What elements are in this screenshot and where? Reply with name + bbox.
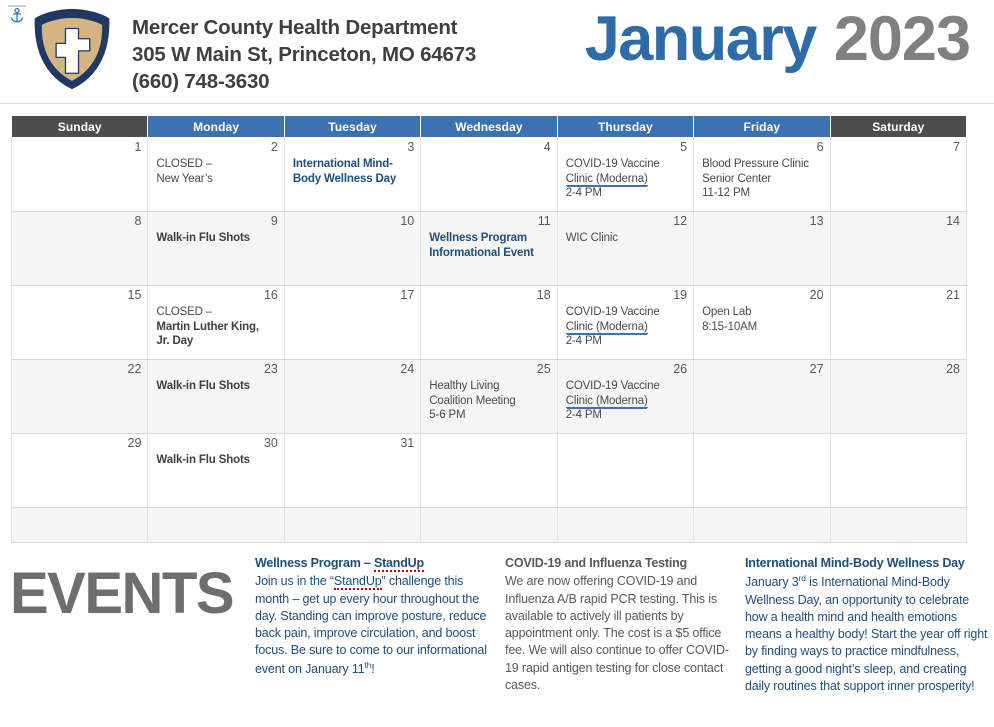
calendar-body	[12, 138, 967, 543]
day-number: 31	[400, 436, 415, 450]
event-column-heading: COVID-19 and Influenza Testing	[505, 556, 687, 570]
day-number: 8	[134, 214, 142, 228]
day-events	[702, 157, 823, 201]
day-header-wednesday: Wednesday	[421, 116, 557, 138]
event-heading-text: Wellness Program –	[255, 556, 374, 570]
day-cell-content	[148, 434, 283, 507]
day-event-line	[566, 394, 687, 409]
day-cell-content	[421, 212, 556, 285]
day-number	[156, 510, 277, 526]
day-number: 14	[946, 214, 960, 228]
day-event-line: Martin Luther King,	[156, 320, 259, 333]
calendar-day-cell[interactable]	[830, 138, 966, 212]
day-cell-content	[694, 286, 829, 359]
day-number: 30	[263, 436, 278, 450]
event-body-part-1: January 3	[745, 575, 799, 590]
day-number	[566, 510, 687, 526]
calendar-week-row	[12, 138, 967, 212]
day-cell-content	[831, 434, 966, 507]
day-event-line: Coalition Meeting	[429, 394, 516, 407]
day-event-line: Open Lab	[702, 306, 752, 318]
day-cell-content	[558, 434, 693, 507]
day-number: 10	[400, 214, 415, 228]
day-number: 12	[673, 214, 688, 228]
calendar-day-cell[interactable]	[148, 360, 284, 434]
calendar-day-cell[interactable]	[148, 434, 284, 508]
calendar-day-cell[interactable]	[284, 286, 420, 360]
day-cell-content	[421, 286, 556, 359]
day-event-line: Walk-in Flu Shots	[156, 454, 250, 466]
day-cell-content	[285, 138, 420, 211]
calendar-day-cell[interactable]	[694, 434, 830, 508]
org-phone: (660) 748-3630	[132, 70, 270, 94]
day-cell-content	[831, 212, 966, 285]
calendar-day-cell[interactable]	[12, 434, 148, 508]
day-event-line: CLOSED –	[156, 158, 213, 170]
calendar-week-row	[12, 360, 967, 434]
calendar-header-row	[12, 116, 967, 138]
day-number	[429, 510, 550, 526]
day-cell-content	[421, 434, 556, 507]
calendar-day-cell[interactable]	[421, 434, 557, 508]
day-number: 19	[673, 288, 688, 302]
day-number: 5	[680, 140, 688, 154]
day-number: 29	[127, 436, 142, 450]
day-cell-content	[831, 138, 966, 211]
day-cell-content	[558, 508, 693, 542]
day-number: 9	[270, 214, 278, 228]
calendar-day-cell[interactable]	[148, 286, 284, 360]
day-cell-content	[558, 138, 693, 211]
day-number: 20	[809, 288, 824, 302]
day-event-line: Body Wellness Day	[292, 172, 397, 185]
day-cell-content	[558, 212, 693, 285]
day-number	[702, 436, 823, 452]
day-number	[702, 510, 823, 526]
day-events	[566, 379, 687, 423]
day-event-line: 11-12 PM	[702, 187, 750, 200]
event-body-part-1: Join us in the “	[255, 574, 334, 589]
calendar-day-cell[interactable]	[284, 360, 420, 434]
day-events	[156, 305, 277, 349]
org-address: 305 W Main St, Princeton, MO 64673	[132, 43, 477, 67]
calendar-day-cell[interactable]	[421, 360, 557, 434]
day-cell-content	[285, 212, 420, 285]
day-number: 18	[536, 288, 551, 302]
day-number: 13	[809, 214, 824, 228]
event-body-part-3: !	[371, 661, 375, 676]
day-events	[566, 305, 687, 349]
event-column-mind-body-wellness	[745, 555, 994, 695]
events-heading: EVENTS	[10, 561, 234, 626]
calendar-day-cell[interactable]	[421, 286, 557, 360]
event-column-body	[255, 573, 491, 678]
day-cell-content	[421, 360, 556, 433]
day-number: 15	[127, 288, 142, 302]
calendar-day-cell[interactable]	[12, 508, 148, 543]
day-number	[839, 510, 960, 526]
day-cell-content	[12, 138, 147, 211]
calendar-day-cell[interactable]	[694, 138, 830, 212]
day-events	[156, 453, 277, 468]
day-event-line: Walk-in Flu Shots	[156, 380, 250, 392]
day-cell-content	[148, 360, 283, 433]
day-event-line: COVID-19 Vaccine	[565, 158, 660, 170]
event-body-ordinal-suffix: th	[364, 659, 372, 670]
day-event-line: Informational Event	[429, 246, 534, 259]
day-events	[566, 231, 687, 246]
event-column-body	[745, 573, 993, 695]
day-event-line: WIC Clinic	[565, 232, 618, 244]
day-number	[429, 436, 550, 452]
day-cell-content	[12, 286, 147, 359]
calendar-week-row	[12, 508, 967, 543]
day-number: 25	[536, 362, 551, 376]
calendar-day-cell[interactable]	[557, 434, 693, 508]
event-body-misspelled-word: StandUp	[333, 574, 382, 589]
calendar-week-row	[12, 212, 967, 286]
day-event-line: COVID-19 Vaccine	[565, 380, 660, 392]
spellcheck-underlined-text: Clinic (Moderna)	[565, 172, 648, 185]
day-cell-content	[694, 138, 829, 211]
calendar-week-row	[12, 434, 967, 508]
day-header-monday: Monday	[148, 116, 284, 138]
calendar-day-cell[interactable]	[284, 508, 420, 543]
day-cell-content	[421, 138, 556, 211]
event-column-body: We are now offering COVID-19 and Influenza A/B rapid PCR testing. This is available to actively ill patients by appointment only. The cost is a $5 office fee. We will also continue to offer COVID-19 rapid antigen testing for close contact cases.	[505, 574, 729, 692]
day-event-line: New Year’s	[156, 172, 213, 185]
day-cell-content	[148, 508, 283, 542]
spellcheck-underlined-text: Clinic (Moderna)	[565, 394, 648, 407]
day-event-line: International Mind-	[292, 158, 393, 170]
day-cell-content	[831, 508, 966, 542]
day-event-line	[566, 320, 687, 335]
day-header-tuesday: Tuesday	[284, 116, 420, 138]
day-cell-content	[148, 212, 283, 285]
day-events	[293, 157, 414, 186]
calendar-day-cell[interactable]	[148, 212, 284, 286]
day-cell-content	[148, 138, 283, 211]
day-cell-content	[285, 508, 420, 542]
day-number: 1	[134, 140, 142, 154]
calendar-day-cell[interactable]	[694, 212, 830, 286]
event-body-ordinal-suffix: rd	[798, 573, 806, 584]
calendar-day-cell[interactable]	[557, 360, 693, 434]
day-number	[566, 436, 687, 452]
calendar-day-cell[interactable]	[12, 138, 148, 212]
day-event-line: 8:15-10AM	[702, 320, 758, 333]
day-events	[702, 305, 823, 334]
day-events	[429, 231, 550, 260]
calendar-day-cell[interactable]	[148, 508, 284, 543]
spellcheck-underlined-text: Clinic (Moderna)	[565, 320, 648, 333]
day-number: 4	[543, 140, 551, 154]
calendar-day-cell[interactable]	[284, 212, 420, 286]
org-info	[132, 14, 476, 95]
calendar-day-cell[interactable]	[830, 434, 966, 508]
shield-cross-logo	[30, 6, 118, 92]
calendar-day-cell[interactable]	[284, 138, 420, 212]
event-body-part-2: ” challenge this month – get up every hour throughout the day. Standing can improve posture, reduce back pain, improve circulation, and boost focus. Be sure to come to our informational event on January 11	[255, 574, 487, 676]
calendar-day-cell[interactable]	[421, 212, 557, 286]
day-cell-content	[421, 508, 556, 542]
calendar-table	[11, 115, 967, 543]
event-column-covid-testing	[505, 555, 745, 694]
calendar-day-cell[interactable]	[12, 212, 148, 286]
day-number	[293, 510, 414, 526]
calendar-day-cell[interactable]	[557, 138, 693, 212]
day-header-friday: Friday	[694, 116, 830, 138]
events-section	[0, 551, 994, 695]
calendar-day-cell[interactable]	[830, 508, 966, 543]
calendar-day-cell[interactable]	[830, 360, 966, 434]
day-events	[156, 231, 277, 246]
event-body-part-2: is International Mind-Body Wellness Day, an opportunity to celebrate how a health mind and health emotions means a healthy body! Start the year off right by finding ways to practice mindfulness, getting a good night’s sleep, and creating daily routines that support inner prosperity!	[745, 575, 988, 693]
calendar-day-cell[interactable]	[12, 360, 148, 434]
year-label: 2023	[833, 4, 970, 74]
day-number: 24	[400, 362, 415, 376]
day-event-line: Walk-in Flu Shots	[156, 232, 250, 244]
day-events	[156, 379, 277, 394]
month-label: January	[584, 4, 816, 74]
event-heading-misspelled-word: StandUp	[373, 556, 424, 570]
day-cell-content	[694, 360, 829, 433]
event-column-heading	[255, 555, 491, 571]
calendar-day-cell[interactable]	[557, 212, 693, 286]
day-cell-content	[12, 212, 147, 285]
day-number: 3	[407, 140, 415, 154]
calendar-day-cell[interactable]	[557, 286, 693, 360]
day-cell-content	[285, 360, 420, 433]
day-cell-content	[12, 360, 147, 433]
day-number	[20, 510, 141, 526]
day-cell-content	[694, 212, 829, 285]
day-events	[156, 157, 277, 186]
calendar-container	[11, 115, 967, 543]
day-event-line: Jr. Day	[156, 335, 194, 348]
day-cell-content	[831, 360, 966, 433]
day-cell-content	[148, 286, 283, 359]
calendar-day-cell[interactable]	[421, 138, 557, 212]
day-cell-content	[12, 508, 147, 542]
day-event-line: Healthy Living	[429, 380, 500, 392]
calendar-day-cell[interactable]	[148, 138, 284, 212]
day-event-line: 5-6 PM	[429, 409, 466, 422]
day-event-line: 2-4 PM	[565, 409, 602, 422]
org-name: Mercer County Health Department	[132, 16, 458, 39]
day-number: 6	[816, 140, 824, 154]
calendar-day-cell[interactable]	[694, 508, 830, 543]
day-cell-content	[12, 434, 147, 507]
day-number: 7	[953, 140, 960, 154]
day-event-line: COVID-19 Vaccine	[565, 306, 660, 318]
day-cell-content	[285, 286, 420, 359]
calendar-day-cell[interactable]	[421, 508, 557, 543]
calendar-day-cell[interactable]	[284, 434, 420, 508]
day-cell-content	[285, 434, 420, 507]
day-events	[429, 379, 550, 423]
calendar-day-cell[interactable]	[557, 508, 693, 543]
calendar-day-cell[interactable]	[694, 286, 830, 360]
day-event-line: Senior Center	[702, 172, 772, 185]
page-header	[0, 0, 994, 104]
day-cell-content	[694, 434, 829, 507]
calendar-day-cell[interactable]	[694, 360, 830, 434]
day-number: 2	[270, 140, 278, 154]
day-number: 11	[537, 214, 551, 228]
day-number: 16	[263, 288, 278, 302]
day-events	[566, 157, 687, 201]
day-header-sunday: Sunday	[12, 116, 148, 138]
day-number: 26	[673, 362, 688, 376]
day-cell-content	[831, 286, 966, 359]
day-number: 22	[127, 362, 142, 376]
day-cell-content	[558, 360, 693, 433]
day-cell-content	[694, 508, 829, 542]
calendar-title	[584, 4, 970, 74]
event-column-heading: International Mind-Body Wellness Day	[745, 556, 965, 570]
day-number: 23	[263, 362, 278, 376]
day-event-line: Wellness Program	[429, 232, 527, 244]
day-number	[839, 436, 960, 452]
calendar-day-cell[interactable]	[830, 212, 966, 286]
day-event-line: 2-4 PM	[565, 335, 602, 348]
calendar-week-row	[12, 286, 967, 360]
day-number: 21	[946, 288, 960, 302]
day-number: 27	[809, 362, 824, 376]
event-column-wellness-program	[255, 555, 505, 678]
day-header-saturday: Saturday	[830, 116, 966, 138]
day-number: 28	[946, 362, 960, 376]
day-event-line: 2-4 PM	[565, 187, 602, 200]
day-cell-content	[558, 286, 693, 359]
day-event-line: Blood Pressure Clinic	[702, 158, 809, 170]
calendar-day-cell[interactable]	[12, 286, 148, 360]
day-number: 17	[400, 288, 415, 302]
day-event-line: CLOSED –	[156, 306, 213, 318]
day-event-line	[566, 172, 687, 187]
calendar-day-cell[interactable]	[830, 286, 966, 360]
day-header-thursday: Thursday	[557, 116, 693, 138]
